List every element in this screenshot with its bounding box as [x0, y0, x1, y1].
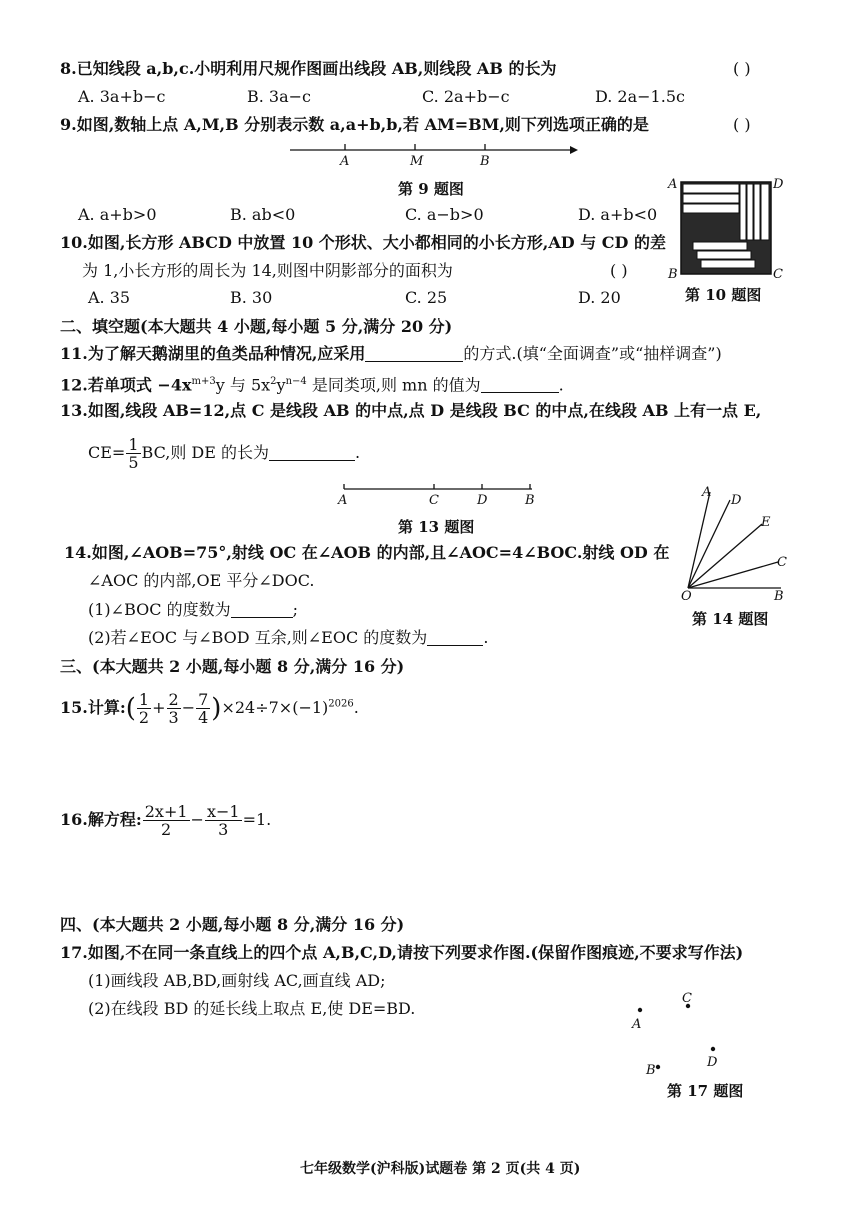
q9-option-d: D. a+b<0 — [578, 205, 658, 224]
q9-stem: 9.如图,数轴上点 A,M,B 分别表示数 a,a+b,b,若 AM=BM,则下列选项正确的是 — [60, 115, 649, 134]
q15-paren-open: ( — [125, 693, 136, 724]
q15-paren-close: ) — [211, 693, 222, 724]
q13-fraction: $\frac{1}{5}$ — [128, 435, 139, 472]
q17-label-c: C — [682, 991, 692, 1006]
q8-answer-paren: ( ) — [733, 59, 751, 78]
q13-caption: 第 13 题图 — [398, 518, 475, 536]
q14-stem-line2: ∠AOC 的内部,OE 平分∠DOC. — [88, 571, 315, 590]
q14-stem-line1: 14.如图,∠AOB=75°,射线 OC 在∠AOB 的内部,且∠AOC=4∠BOC.射线 OD 在 — [64, 543, 670, 562]
q13-label-d: D — [477, 493, 488, 508]
q16-stem: 16.解方程: $\frac{2x+1}{2}$ − $\frac{x-1}{3}$ =1. — [60, 802, 272, 839]
q12-stem: 12.若单项式 $-4x^{m+3}y$ 与 $5x^2y^{n-4}$ 是同类项,则 mn 的值为 . — [60, 375, 564, 395]
q14-blank-2[interactable] — [427, 629, 483, 646]
q10-answer-paren: ( ) — [610, 261, 628, 280]
section3-heading: 三、(本大题共 2 小题,每小题 8 分,满分 16 分) — [60, 657, 405, 676]
q9-label-a: A — [340, 154, 350, 169]
q10-option-b: B. 30 — [230, 288, 273, 307]
q10-stem-line1: 10.如图,长方形 ABCD 中放置 10 个形状、大小都相同的小长方形,AD 与 CD 的差 — [60, 233, 666, 252]
q9-option-b: B. ab<0 — [230, 205, 296, 224]
q13-segment — [340, 482, 540, 496]
q14-part1: (1)∠BOC 的度数为 ; — [88, 600, 298, 619]
q13-label-c: C — [429, 493, 439, 508]
q17-part1: (1)画线段 AB,BD,画射线 AC,画直线 AD; — [88, 971, 386, 990]
q17-stem: 17.如图,不在同一条直线上的四个点 A,B,C,D,请按下列要求作图.(保留作图痕迹,不要求写作法) — [60, 943, 744, 962]
q13-stem-line1: 13.如图,线段 AB=12,点 C 是线段 AB 的中点,点 D 是线段 BC 的中点,在线段 AB 上有一点 E, — [60, 401, 762, 420]
q14-caption: 第 14 题图 — [692, 610, 769, 628]
q10-option-a: A. 35 — [88, 288, 131, 307]
q10-figure — [681, 182, 771, 274]
q8-option-a: A. 3a+b−c — [78, 87, 166, 106]
q8-stem: 8.已知线段 a,b,c.小明利用尺规作图画出线段 AB,则线段 AB 的长为 — [60, 59, 557, 78]
q8-option-c: C. 2a+b−c — [422, 87, 510, 106]
q14-blank-1[interactable] — [231, 601, 293, 618]
q17-label-b: B — [646, 1063, 656, 1078]
q10-label-c: C — [773, 267, 783, 282]
q14-label-e: E — [761, 515, 771, 530]
q13-blank[interactable] — [269, 444, 355, 461]
q13-label-b: B — [525, 493, 535, 508]
q15-stem: 15.计算:( $\frac{1}{2}$ + $\frac{2}{3}$ − $\frac{7}{4}$ )$\times 24\div 7\times(-1)^{2026}$. — [60, 690, 359, 727]
q14-label-o: O — [681, 589, 692, 604]
q9-number-line — [285, 140, 585, 172]
q13-stem-line2: CE= $\frac{1}{5}$ BC,则 DE 的长为 . — [88, 435, 361, 472]
section2-heading: 二、填空题(本大题共 4 小题,每小题 5 分,满分 20 分) — [60, 317, 453, 336]
q10-option-d: D. 20 — [578, 288, 621, 307]
q9-caption: 第 9 题图 — [398, 180, 464, 198]
q11-stem: 11.为了解天鹅湖里的鱼类品种情况,应采用 的方式.(填“全面调查”或“抽样调查”) — [60, 344, 722, 363]
q10-caption: 第 10 题图 — [685, 286, 762, 304]
q12-blank[interactable] — [481, 376, 559, 393]
q14-part2: (2)若∠EOC 与∠BOD 互余,则∠EOC 的度数为 . — [88, 628, 489, 647]
q9-option-c: C. a−b>0 — [405, 205, 484, 224]
q17-label-d: D — [707, 1055, 718, 1070]
q14-label-a: A — [702, 485, 712, 500]
q10-label-b: B — [668, 267, 678, 282]
q9-answer-paren: ( ) — [733, 115, 751, 134]
q8-option-b: B. 3a−c — [247, 87, 312, 106]
q9-option-a: A. a+b>0 — [78, 205, 157, 224]
q10-stem-line2: 为 1,小长方形的周长为 14,则图中阴影部分的面积为 — [82, 261, 453, 280]
q8-option-d: D. 2a−1.5c — [595, 87, 685, 106]
q10-option-c: C. 25 — [405, 288, 448, 307]
page-footer: 七年级数学(沪科版)试题卷 第 2 页(共 4 页) — [300, 1161, 581, 1177]
q14-label-d: D — [731, 493, 742, 508]
q10-label-d: D — [773, 177, 784, 192]
q17-label-a: A — [632, 1017, 642, 1032]
section4-heading: 四、(本大题共 2 小题,每小题 8 分,满分 16 分) — [60, 915, 405, 934]
q11-blank[interactable] — [365, 345, 463, 362]
q17-caption: 第 17 题图 — [667, 1082, 744, 1100]
q9-label-b: B — [480, 154, 490, 169]
q14-label-b: B — [774, 589, 784, 604]
q9-label-m: M — [410, 154, 424, 169]
q14-label-c: C — [777, 555, 787, 570]
q17-part2: (2)在线段 BD 的延长线上取点 E,使 DE=BD. — [88, 999, 416, 1018]
q13-label-a: A — [338, 493, 348, 508]
q10-label-a: A — [668, 177, 678, 192]
